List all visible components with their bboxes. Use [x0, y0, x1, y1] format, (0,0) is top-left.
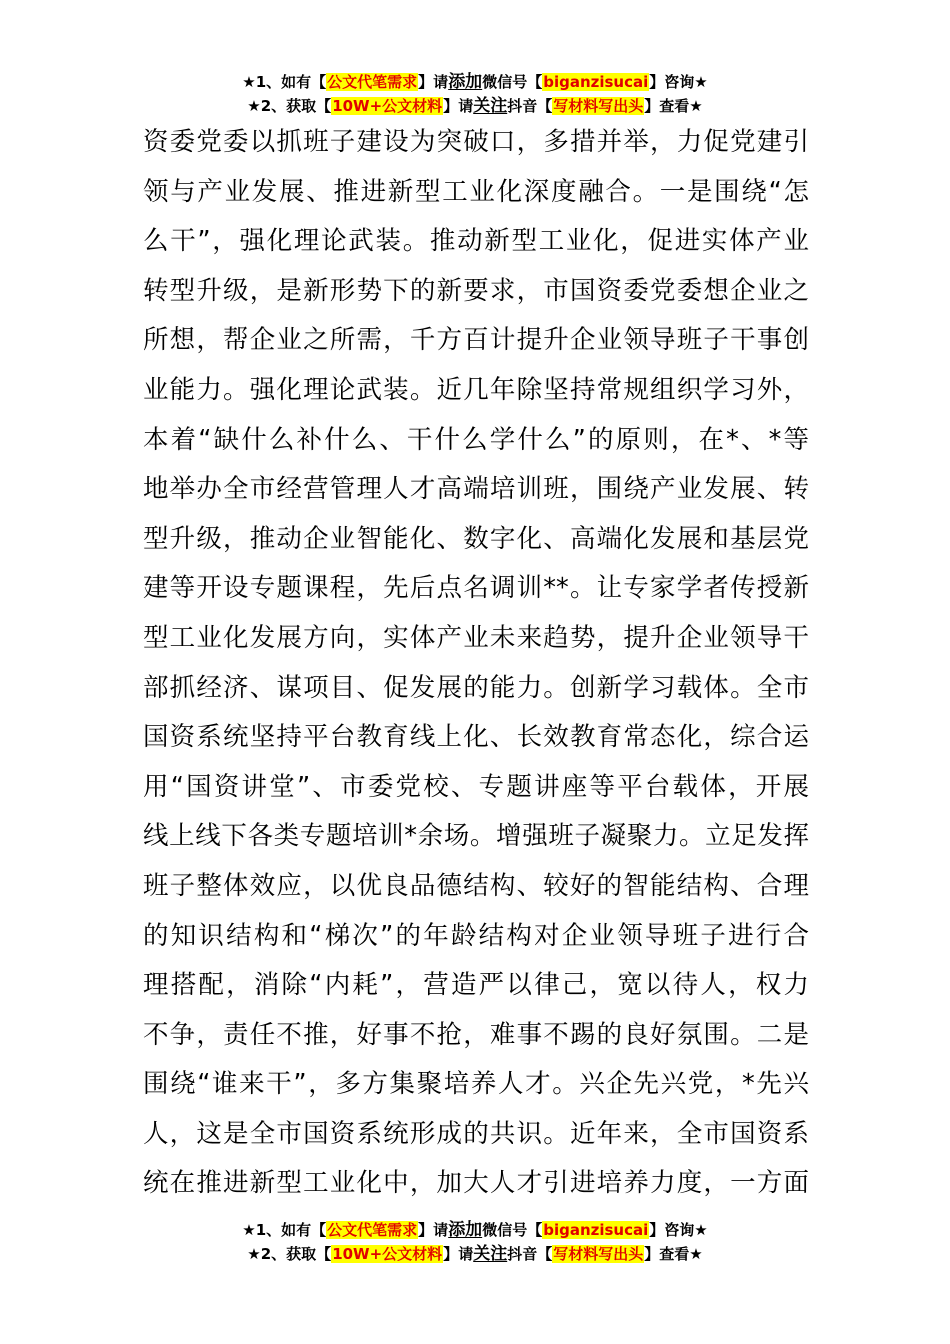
- banner-highlight: 公文代笔需求: [327, 1221, 418, 1239]
- banner-highlight: 公文代笔需求: [327, 73, 418, 91]
- banner-text: 】咨询★: [649, 73, 708, 91]
- banner-line-1: [0, 1218, 950, 1242]
- banner-text: 】咨询★: [649, 1221, 708, 1239]
- banner-highlight: 写材料写出头: [553, 97, 644, 115]
- body-line: 部抓经济、谋项目、促发展的能力。创新学习载体。全市: [143, 672, 809, 703]
- body-line: 统在推进新型工业化中，加大人才引进培养力度，一方面: [143, 1168, 809, 1199]
- banner-text: ★1、如有【: [242, 73, 327, 91]
- body-line: 用“国资讲堂”、市委党校、专题讲座等平台载体，开展: [143, 771, 809, 802]
- banner-text: 抖音【: [507, 97, 553, 115]
- body-line: 转型升级，是新形势下的新要求，市国资委党委想企业之: [143, 275, 809, 306]
- body-line: 业能力。强化理论武装。近几年除坚持常规组织学习外，: [143, 374, 809, 405]
- banner-underline: 添加: [448, 1220, 483, 1240]
- banner-text: 抖音【: [507, 1245, 553, 1263]
- body-line: 地举办全市经营管理人才高端培训班，围绕产业发展、转: [143, 474, 809, 505]
- body-line: 型工业化发展方向，实体产业未来趋势，提升企业领导干: [143, 622, 809, 653]
- banner-underline: 添加: [448, 72, 483, 92]
- banner-highlight: 10W+公文材料: [332, 1245, 443, 1263]
- body-line: 人，这是全市国资系统形成的共识。近年来，全市国资系: [143, 1118, 809, 1149]
- banner-text: 】请: [443, 1245, 474, 1263]
- banner-text: ★1、如有【: [242, 1221, 327, 1239]
- document-body: [143, 118, 809, 1209]
- footer-banner: [0, 1218, 950, 1266]
- body-line: 本着“缺什么补什么、干什么学什么”的原则，在*、*等: [143, 424, 809, 455]
- banner-highlight: biganzisucai: [543, 73, 649, 91]
- banner-underline: 关注: [473, 96, 508, 116]
- banner-underline: 关注: [473, 1244, 508, 1264]
- body-line: 型升级，推动企业智能化、数字化、高端化发展和基层党: [143, 523, 809, 554]
- body-line: 围绕“谁来干”，多方集聚培养人才。兴企先兴党，*先兴: [143, 1069, 809, 1100]
- banner-text: 】请: [443, 97, 474, 115]
- body-line: 资委党委以抓班子建设为突破口，多措并举，力促党建引: [143, 127, 809, 157]
- banner-text: 微信号【: [482, 73, 543, 91]
- banner-line-2: [0, 94, 950, 118]
- body-line: 领与产业发展、推进新型工业化深度融合。一是围绕“怎: [143, 176, 809, 207]
- body-line: 所想，帮企业之所需，千方百计提升企业领导班子干事创: [143, 325, 809, 356]
- body-line: 的知识结构和“梯次”的年龄结构对企业领导班子进行合: [143, 920, 809, 951]
- banner-highlight: biganzisucai: [543, 1221, 649, 1239]
- banner-line-2: [0, 1242, 950, 1266]
- body-line: 建等开设专题课程，先后点名调训**。让专家学者传授新: [143, 573, 809, 604]
- body-line: 不争，责任不推，好事不抢，难事不踢的良好氛围。二是: [143, 1019, 809, 1050]
- banner-text: 】请: [418, 1221, 449, 1239]
- banner-text: 】查看★: [644, 1245, 703, 1263]
- body-line: 理搭配，消除“内耗”，营造严以律己，宽以待人，权力: [143, 970, 809, 1001]
- banner-text: 】请: [418, 73, 449, 91]
- header-banner: [0, 70, 950, 118]
- banner-highlight: 10W+公文材料: [332, 97, 443, 115]
- body-line: 班子整体效应，以优良品德结构、较好的智能结构、合理: [143, 870, 809, 901]
- body-line: 么干”，强化理论武装。推动新型工业化，促进实体产业: [143, 226, 809, 257]
- body-line: 线上线下各类专题培训*余场。增强班子凝聚力。立足发挥: [143, 821, 809, 852]
- banner-text: 】查看★: [644, 97, 703, 115]
- banner-text: ★2、获取【: [247, 1245, 332, 1263]
- banner-text: ★2、获取【: [247, 97, 332, 115]
- banner-text: 微信号【: [482, 1221, 543, 1239]
- banner-line-1: [0, 70, 950, 94]
- body-line: 国资系统坚持平台教育线上化、长效教育常态化，综合运: [143, 722, 809, 753]
- banner-highlight: 写材料写出头: [553, 1245, 644, 1263]
